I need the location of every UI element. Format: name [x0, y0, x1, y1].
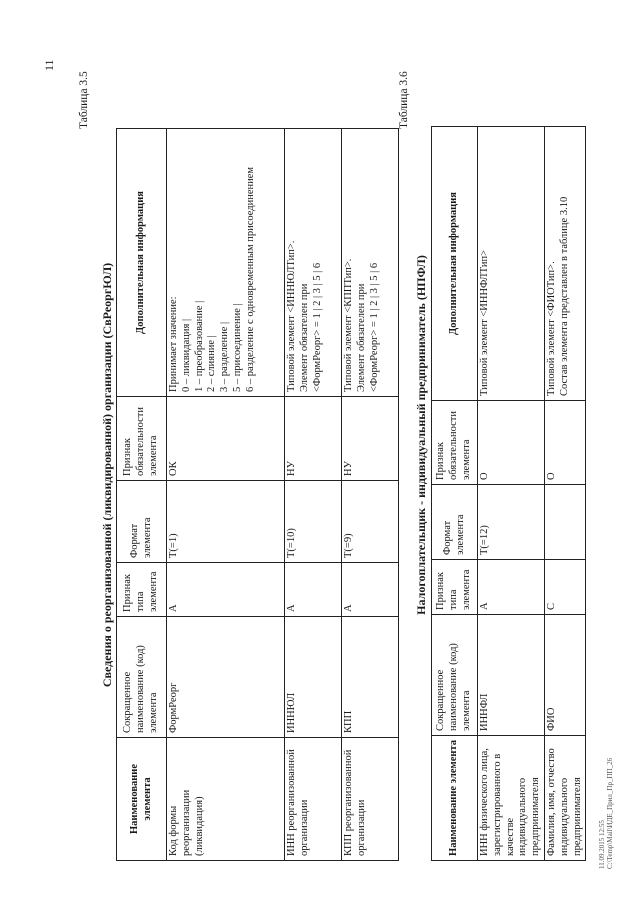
header-required: Признак обязательности элемента [117, 397, 167, 481]
cell-required: О [544, 401, 585, 485]
info-line: Типовой элемент <КППТип>. [343, 258, 354, 392]
table-3-6-label: Таблица 3.6 [398, 71, 410, 129]
footer-path: C:\Temp\Mail\ИДЕ_Прил_Пр_ПП_26 [606, 757, 615, 869]
table-row [544, 127, 585, 861]
header-format: Формат элемента [117, 481, 167, 563]
cell-format: Т(=12) [478, 485, 545, 560]
table-3-5-header [117, 129, 167, 861]
info-line: Элемент обязателен при [298, 283, 310, 392]
cell-info [167, 129, 285, 397]
cell-name: КПП реорганизованной организации [342, 738, 399, 861]
table-row [478, 127, 545, 861]
info-line: 1 – преобразование | [193, 300, 205, 392]
info-line: Типовой элемент <ФИОТип>. [545, 261, 557, 396]
cell-code: ИННЮЛ [285, 617, 342, 738]
header-info: Дополнительная информация [117, 129, 167, 397]
table-3-5-label: Таблица 3.5 [78, 71, 90, 129]
cell-code: ИННФЛ [478, 615, 545, 736]
table-row [285, 129, 342, 861]
table-3-5-title: Сведения о реорганизованной (ликвидированной) организации (СвРеоргЮЛ) [100, 262, 114, 688]
cell-name: ИНН реорганизованной организации [285, 738, 342, 861]
info-line: Состав элемента представлен в таблице 3.10 [558, 196, 570, 396]
cell-info [544, 127, 585, 401]
cell-required: ОК [167, 397, 285, 481]
cell-name: ИНН физического лица, зарегистрированного в качестве индивидуального предпринимателя [478, 736, 545, 861]
cell-info [478, 127, 545, 401]
header-info: Дополнительная информация [432, 127, 478, 401]
cell-required: НУ [285, 397, 342, 481]
page-number: 11 [42, 59, 56, 71]
cell-name: Код формы реорганизации (ликвидация) [167, 738, 285, 861]
info-line: Элемент обязателен при [355, 283, 367, 392]
table-3-5 [116, 128, 399, 861]
cell-code: ФормРеорг [167, 617, 285, 738]
table-3-6-header [432, 127, 478, 861]
header-code: Сокращенное наименование (код) элемента [117, 617, 167, 738]
table-row [167, 129, 285, 861]
cell-code: КПП [342, 617, 399, 738]
table-row [342, 129, 399, 861]
cell-format: Т(=9) [342, 481, 399, 563]
header-format: Формат элемента [432, 485, 478, 560]
cell-format: Т(=10) [285, 481, 342, 563]
footer [598, 758, 614, 869]
table-3-6-title: Налогоплательщик - индивидуальный предприниматель (НПФЛ) [414, 255, 428, 615]
header-name: Наименование элемента [432, 736, 478, 861]
info-line: 0 – ликвидация | [180, 318, 192, 392]
info-line: 5 – присоединение | [231, 303, 243, 392]
header-type: Признак типа элемента [117, 563, 167, 617]
cell-format [544, 485, 585, 560]
cell-type: А [285, 563, 342, 617]
info-line: 2 – слияние | [206, 335, 218, 392]
info-line: Типовой элемент <ИННЮЛТип>. [286, 240, 297, 392]
header-name: Наименование элемента [117, 738, 167, 861]
info-line: Типовой элемент <ИННФЛТип> [479, 250, 490, 396]
cell-name: Фамилия, имя, отчество индивидуального предпринимателя [544, 736, 585, 861]
cell-info [285, 129, 342, 397]
table-3-6 [431, 126, 586, 861]
cell-code: ФИО [544, 615, 585, 736]
info-line: Принимает значение: [168, 296, 179, 392]
info-line: 6 – разделение с одновременным присоединением [244, 166, 256, 392]
header-type: Признак типа элемента [432, 560, 478, 615]
footer-date: 11.09.2015 12:55 [598, 820, 606, 869]
cell-type: С [544, 560, 585, 615]
info-line: <ФормРеорг> = 1 | 2 | 3 | 5 | 6 [311, 262, 323, 392]
cell-type: А [167, 563, 285, 617]
header-required: Признак обязательности элемента [432, 401, 478, 485]
info-line: 3 – разделение | [219, 321, 231, 392]
header-code: Сокращенное наименование (код) элемента [432, 615, 478, 736]
cell-format: Т(=1) [167, 481, 285, 563]
cell-required: НУ [342, 397, 399, 481]
info-line: <ФормРеорг> = 1 | 2 | 3 | 5 | 6 [368, 262, 380, 392]
cell-info [342, 129, 399, 397]
cell-required: О [478, 401, 545, 485]
cell-type: А [342, 563, 399, 617]
cell-type: А [478, 560, 545, 615]
